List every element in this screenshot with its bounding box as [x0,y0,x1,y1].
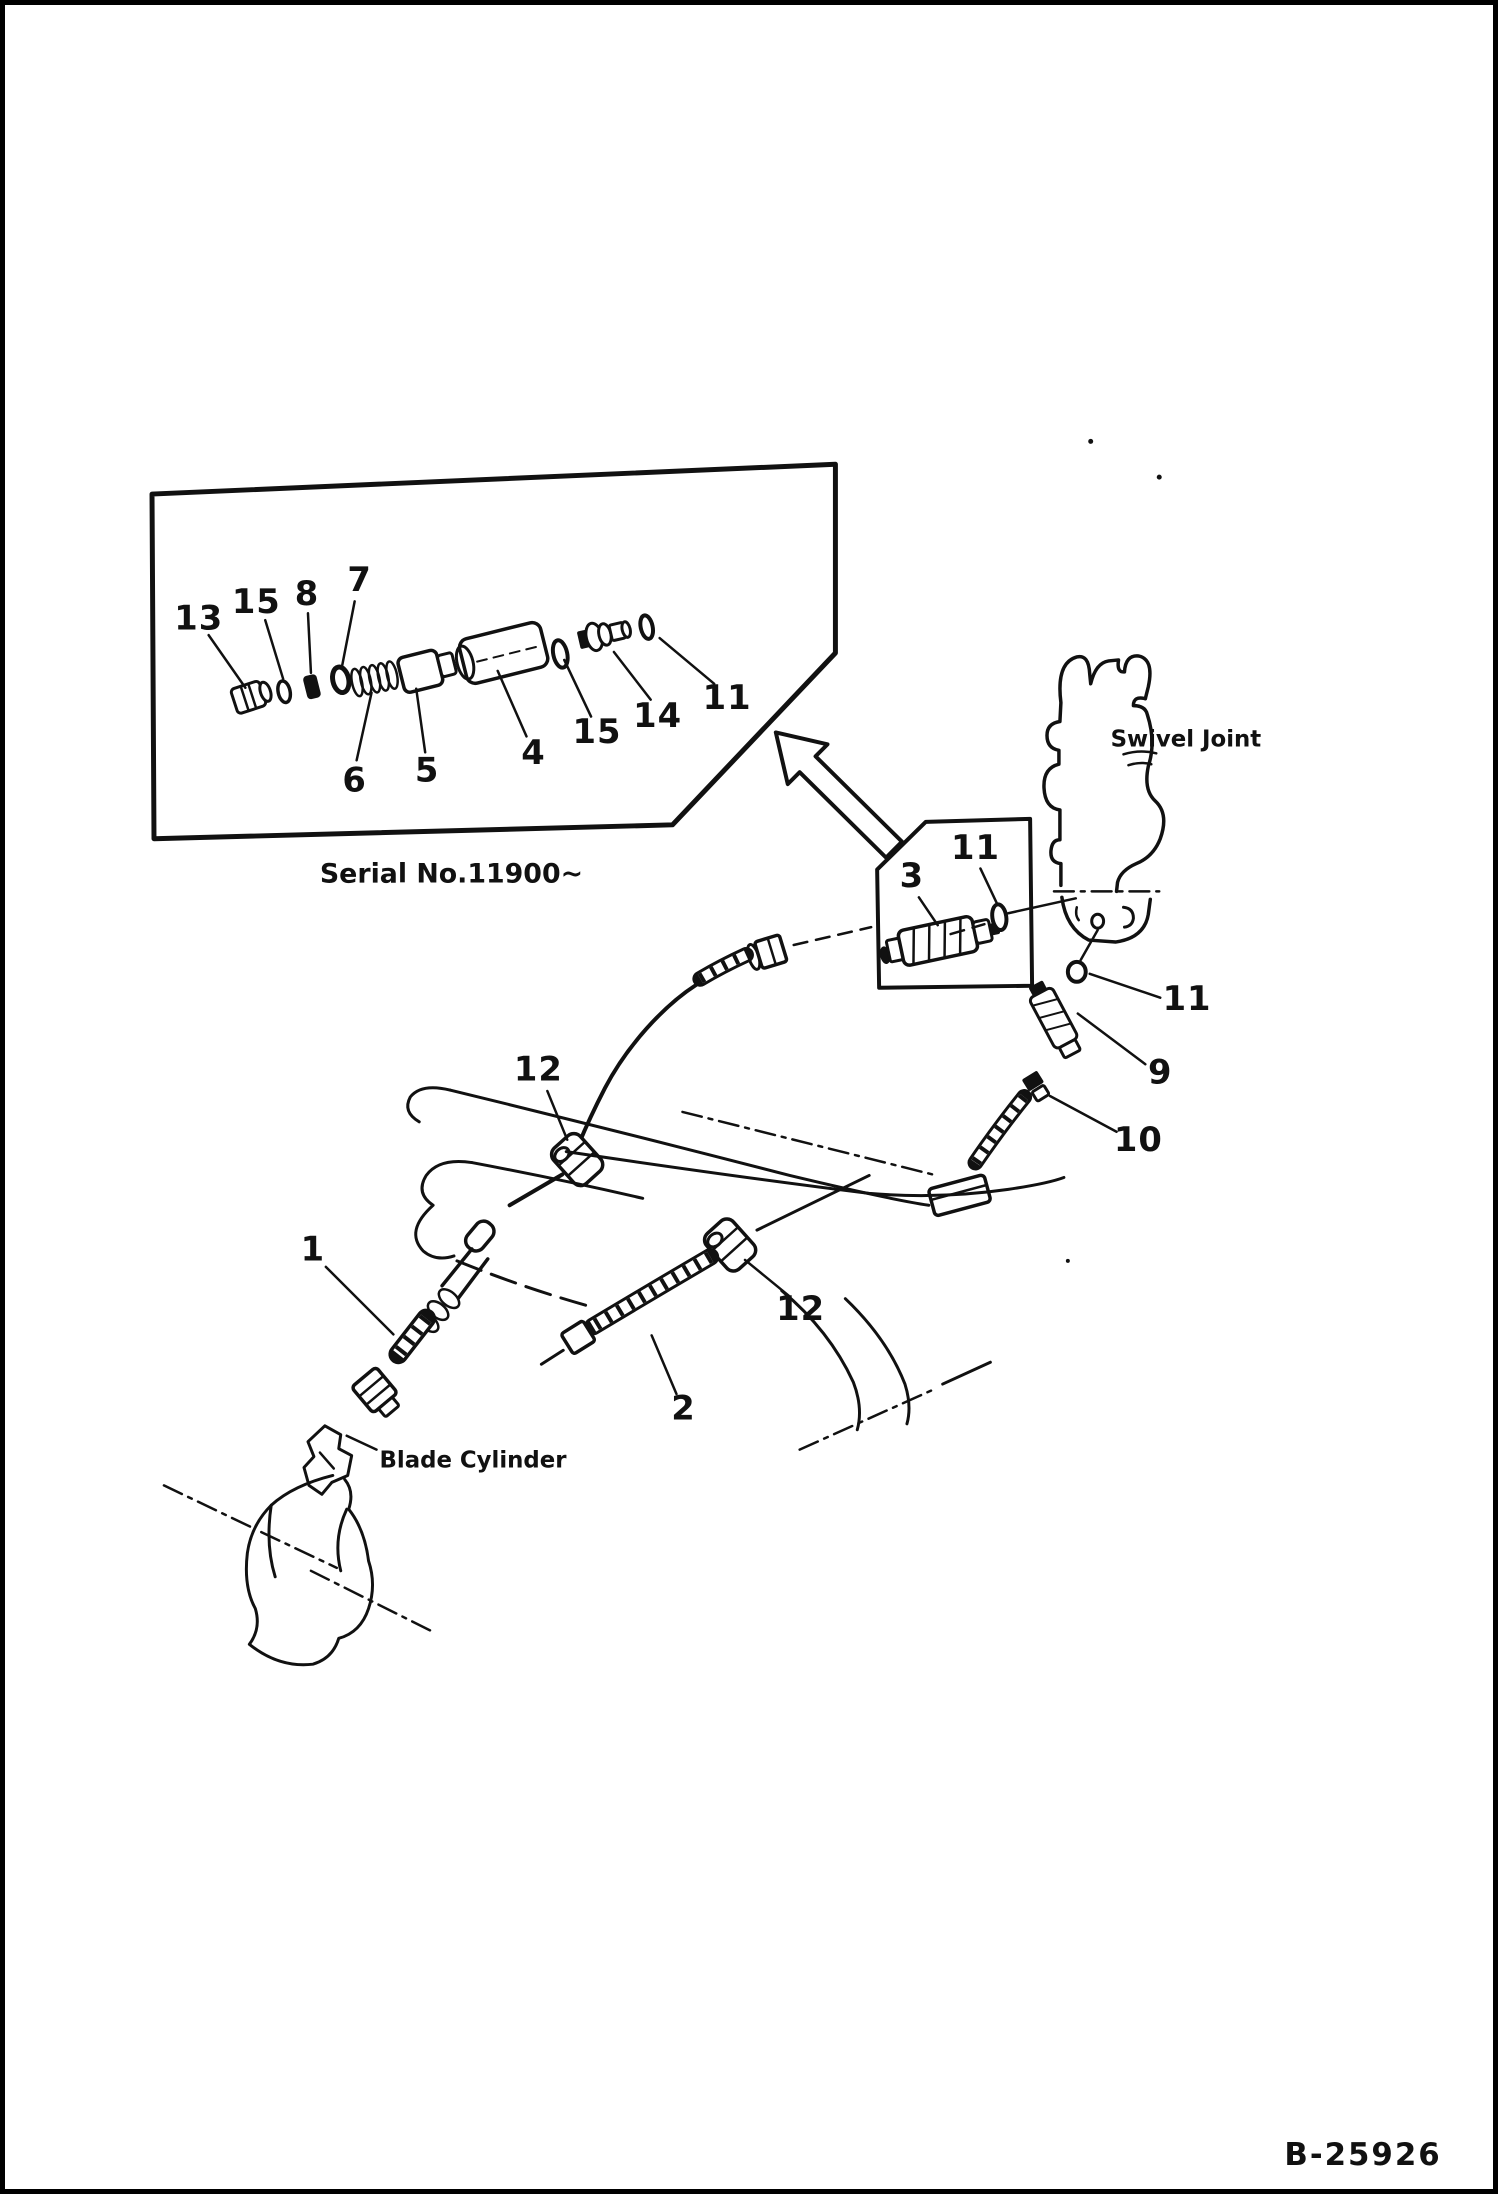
inset-callout-15: 15 [231,581,281,621]
callout-1: 1 [300,1229,326,1269]
inset-callout-15b: 15 [572,711,622,751]
swivel-lower-parts [1022,930,1212,1159]
callout-11-lower: 11 [1162,979,1212,1019]
inset-callout-8: 8 [294,573,320,613]
swivel-port-block [1062,897,1150,942]
port-to-oring-leader [1081,930,1098,960]
leader-10 [1050,1096,1117,1132]
callout-3: 3 [899,855,925,895]
inset-exploded-view [152,464,835,889]
detail-panel-part3 [876,819,1076,988]
speck-dot [1088,439,1093,444]
inset-caption: Serial No.11900~ [319,858,584,890]
hose-swivel-lower [928,1097,1024,1216]
inset-callout-7: 7 [347,559,372,599]
callout-12a: 12 [513,1049,563,1089]
inset-callout-14: 14 [633,696,683,736]
callout-10: 10 [1113,1120,1163,1160]
speck-dot [1157,475,1162,480]
swivel-port-hole [1092,914,1104,928]
inset-callout-6: 6 [342,760,367,800]
part-9-fitting [1024,978,1084,1060]
speck-dot [1066,1259,1070,1263]
inset-callout-13: 13 [174,598,224,638]
swivel-joint-label: Swivel Joint [1110,726,1262,753]
drawing-number: B-25926 [1284,2136,1442,2173]
leader-blade-cylinder [347,1436,377,1450]
callout-12b: 12 [776,1289,826,1329]
callout-2: 2 [671,1388,696,1428]
leader-11-lower [1090,974,1161,998]
inset-callout-4: 4 [521,732,546,772]
hose-2-assembly [541,1215,825,1427]
hose-1-nut [351,1367,404,1422]
callout-9: 9 [1147,1052,1173,1092]
hose-1-assembly [301,1218,568,1495]
leader-9 [1078,1014,1146,1065]
leader-1 [326,1267,394,1335]
diagram-canvas [5,5,1493,2189]
hose-to-part3 [510,927,872,1205]
leader-2 [652,1335,677,1394]
machine-body-lower-left [164,1475,430,1664]
inset-callout-11: 11 [702,678,752,718]
callout-11-panel: 11 [950,828,1000,868]
part-11-oring-lower [1068,962,1086,982]
blade-cylinder-label: Blade Cylinder [379,1447,567,1474]
detail-arrow [776,732,902,857]
inset-callout-5: 5 [414,750,440,790]
